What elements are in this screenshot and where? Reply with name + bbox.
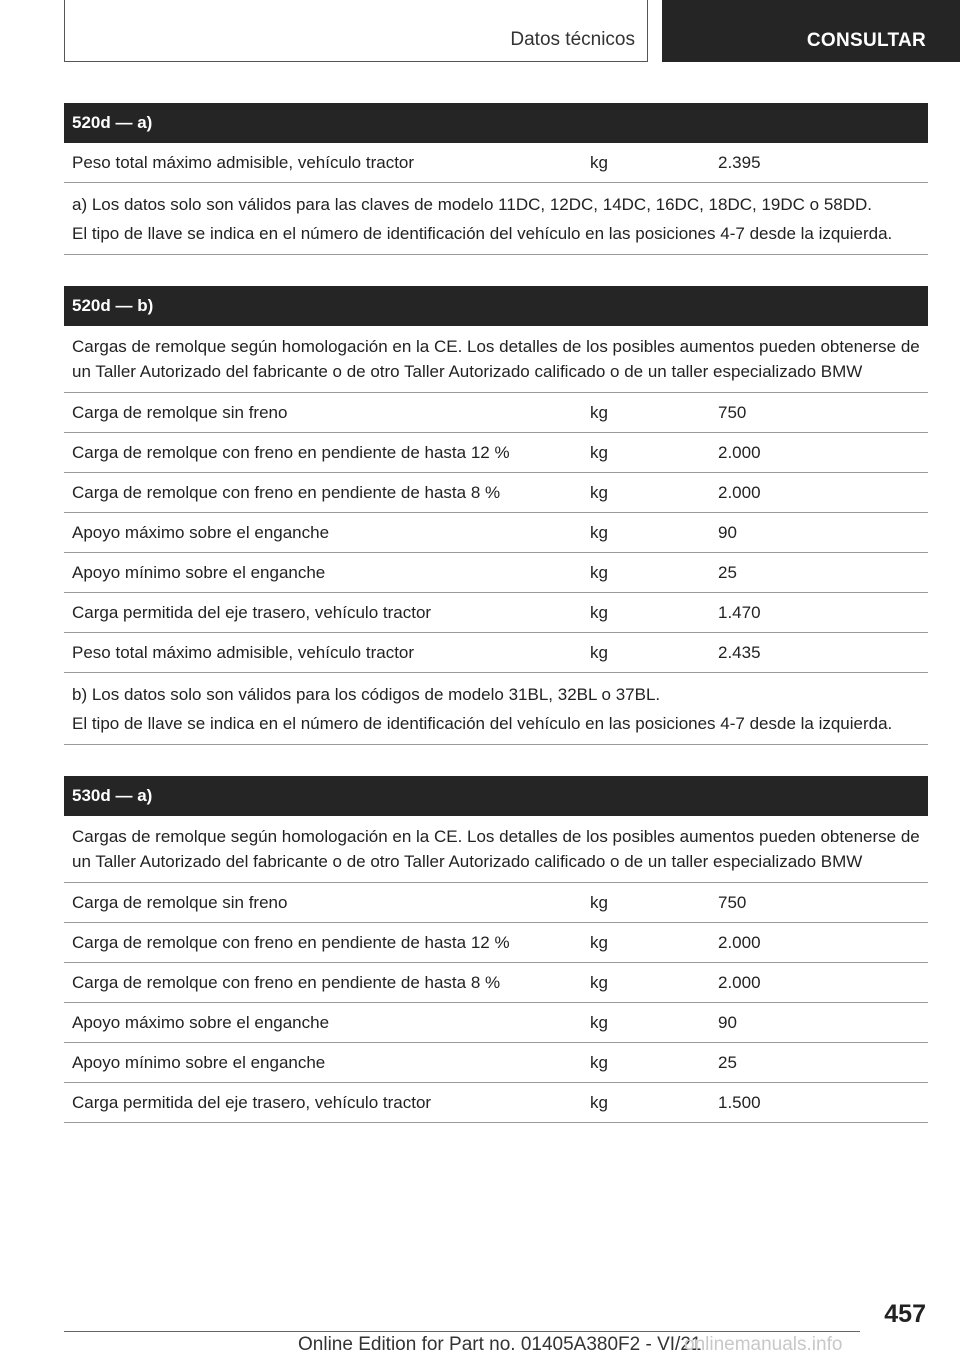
table-row	[64, 1083, 928, 1123]
table-row	[64, 433, 928, 473]
table-row	[64, 963, 928, 1003]
row-value: 1.470	[718, 602, 761, 622]
row-unit: kg	[590, 932, 608, 952]
table-row	[64, 553, 928, 593]
note-text: a) Los datos solo son válidos para las claves de modelo 11DC, 12DC, 14DC, 16DC, 18DC, 19DC o 58DD.	[72, 195, 873, 214]
row-label: Peso total máximo admisible, vehículo tractor	[72, 642, 415, 662]
table-row	[64, 923, 928, 963]
row-value: 2.000	[718, 442, 761, 462]
table-row	[64, 1043, 928, 1083]
section-title: 520d — b)	[64, 286, 928, 326]
row-value: 2.000	[718, 932, 761, 952]
row-label: Carga de remolque con freno en pendiente de hasta 8 %	[72, 972, 501, 992]
row-label: Apoyo mínimo sobre el enganche	[72, 1052, 326, 1072]
row-label: Carga de remolque sin freno	[72, 402, 288, 422]
row-label: Carga de remolque con freno en pendiente de hasta 8 %	[72, 482, 501, 502]
row-label: Apoyo mínimo sobre el enganche	[72, 562, 326, 582]
consult-tab[interactable]	[662, 0, 960, 62]
row-unit: kg	[590, 972, 608, 992]
row-label: Apoyo máximo sobre el enganche	[72, 1012, 330, 1032]
row-value: 90	[718, 522, 737, 542]
note-text: b) Los datos solo son válidos para los códigos de modelo 31BL, 32BL o 37BL.	[72, 685, 661, 704]
spec-section-530d-a	[64, 776, 928, 1123]
row-value: 25	[718, 562, 737, 582]
row-label: Carga de remolque con freno en pendiente de hasta 12 %	[72, 932, 510, 952]
section-intro: Cargas de remolque según homologación en la CE. Los detalles de los posibles aumentos pueden obtenerse de un Taller Autorizado del fabricante o de otro Taller Autorizado calificado o de un taller especializado BMW	[64, 326, 928, 393]
footer-divider	[64, 1331, 860, 1332]
row-value: 1.500	[718, 1092, 761, 1112]
row-value: 2.435	[718, 642, 761, 662]
section-title: 530d — a)	[64, 776, 928, 816]
table-row	[64, 473, 928, 513]
consult-tab-label: CONSULTAR	[806, 30, 926, 51]
page-number: 457	[884, 1300, 926, 1328]
row-unit: kg	[590, 402, 608, 422]
note-text: El tipo de llave se indica en el número de identificación del vehículo en las posiciones 4-7 desde la izquierda.	[72, 224, 893, 243]
row-label: Peso total máximo admisible, vehículo tractor	[72, 152, 415, 172]
row-value: 2.000	[718, 482, 761, 502]
section-tab-label: Datos técnicos	[510, 29, 635, 50]
row-unit: kg	[590, 1012, 608, 1032]
table-row	[64, 633, 928, 673]
row-value: 90	[718, 1012, 737, 1032]
section-notes	[64, 183, 928, 255]
table-row	[64, 593, 928, 633]
row-unit: kg	[590, 642, 608, 662]
row-value: 2.000	[718, 972, 761, 992]
spec-section-520d-a	[64, 103, 928, 255]
row-value: 750	[718, 892, 747, 912]
table-row	[64, 1003, 928, 1043]
table-row	[64, 513, 928, 553]
table-row	[64, 143, 928, 183]
table-row	[64, 393, 928, 433]
row-label: Carga de remolque sin freno	[72, 892, 288, 912]
row-unit: kg	[590, 602, 608, 622]
row-value: 25	[718, 1052, 737, 1072]
spec-content	[64, 103, 928, 1154]
row-label: Apoyo máximo sobre el enganche	[72, 522, 330, 542]
section-title: 520d — a)	[64, 103, 928, 143]
table-row	[64, 883, 928, 923]
row-unit: kg	[590, 522, 608, 542]
section-notes	[64, 673, 928, 745]
row-value: 750	[718, 402, 747, 422]
section-intro: Cargas de remolque según homologación en la CE. Los detalles de los posibles aumentos pueden obtenerse de un Taller Autorizado del fabricante o de otro Taller Autorizado calificado o de un taller especializado BMW	[64, 816, 928, 883]
row-label: Carga de remolque con freno en pendiente de hasta 12 %	[72, 442, 510, 462]
section-tab	[64, 0, 648, 62]
note-text: El tipo de llave se indica en el número de identificación del vehículo en las posiciones 4-7 desde la izquierda.	[72, 714, 893, 733]
row-unit: kg	[590, 152, 608, 172]
row-unit: kg	[590, 892, 608, 912]
spec-section-520d-b	[64, 286, 928, 745]
row-unit: kg	[590, 1052, 608, 1072]
row-unit: kg	[590, 1092, 608, 1112]
row-unit: kg	[590, 482, 608, 502]
row-label: Carga permitida del eje trasero, vehículo tractor	[72, 1092, 432, 1112]
row-value: 2.395	[718, 152, 761, 172]
row-unit: kg	[590, 562, 608, 582]
row-unit: kg	[590, 442, 608, 462]
row-label: Carga permitida del eje trasero, vehículo tractor	[72, 602, 432, 622]
edition-text: Online Edition for Part no. 01405A380F2 - VI/21	[298, 1334, 702, 1355]
watermark: onlinemanuals.info	[684, 1334, 843, 1355]
